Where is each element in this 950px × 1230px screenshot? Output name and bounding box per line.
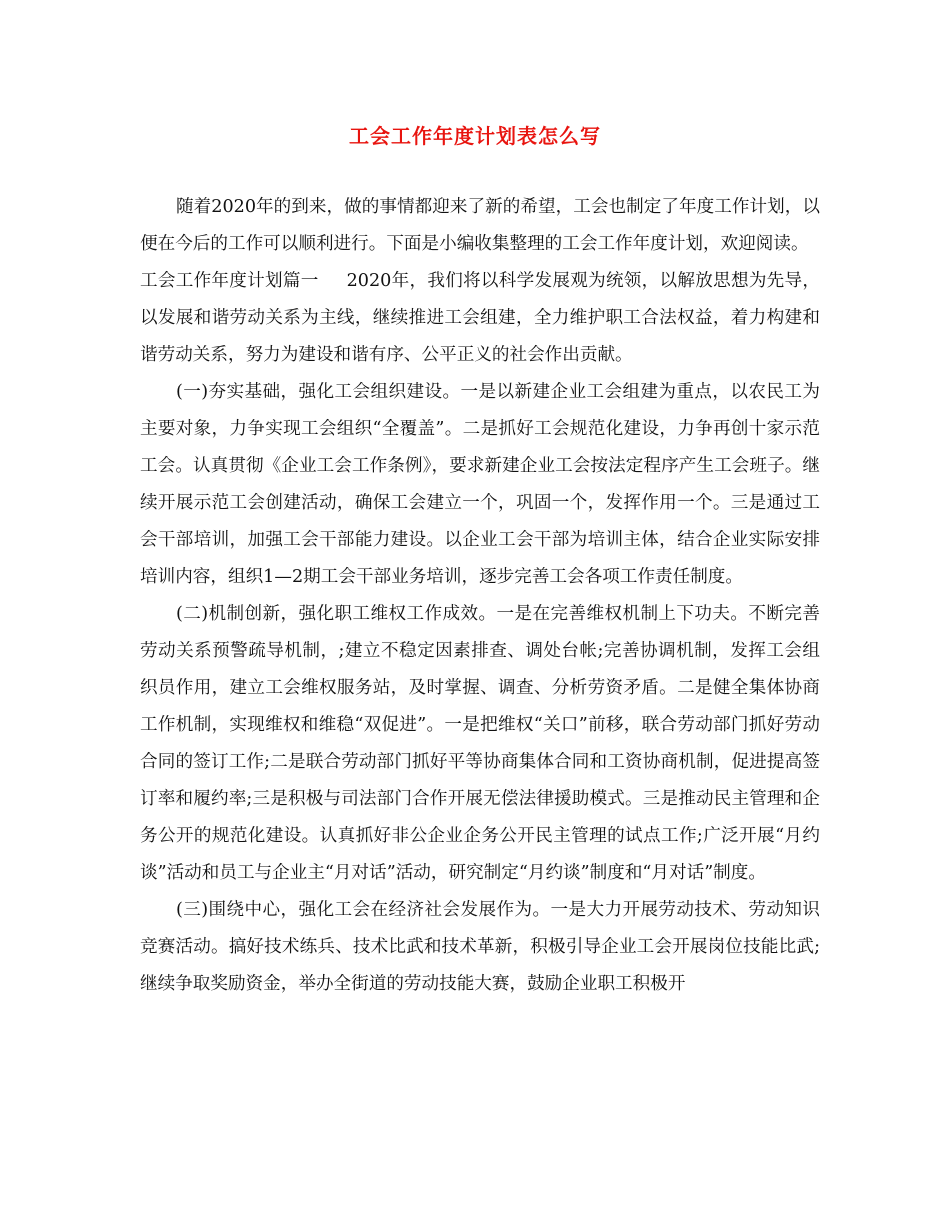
- section-one-paragraph: [140, 263, 820, 374]
- section-label: 工会工作年度计划篇一: [140, 271, 319, 291]
- intro-paragraph: 随着2020年的到来，做的事情都迎来了新的希望，工会也制定了年度工作计划，以便在今后的工作可以顺利进行。下面是小编收集整理的工会工作年度计划，欢迎阅读。: [140, 197, 820, 254]
- document-title: 工会工作年度计划表怎么写: [349, 124, 601, 148]
- section-text: 2020年，我们将以科学发展观为统领，以解放思想为先导，以发展和谐劳动关系为主线，继续推进工会组建，全力维护职工合法权益，着力构建和谐劳动关系，努力为建设和谐有序、公平正义的社会作出贡献。: [140, 271, 820, 365]
- paragraph-three: (三)围绕中心，强化工会在经济社会发展作为。一是大力开展劳动技术、劳动知识竞赛活动。搞好技术练兵、技术比武和技术革新，积极引导企业工会开展岗位技能比武;继续争取奖励资金，举办全街道的劳动技能大赛，鼓励企业职工积极开: [140, 900, 820, 994]
- document-body: [140, 189, 820, 1003]
- paragraph-two: (二)机制创新，强化职工维权工作成效。一是在完善维权机制上下功夫。不断完善劳动关系预警疏导机制，;建立不稳定因素排查、调处台帐;完善协调机制，发挥工会组织员作用，建立工会维权服务站，及时掌握、调查、分析劳资矛盾。二是健全集体协商工作机制，实现维权和维稳“双促进”。一是把维权“关口”前移，联合劳动部门抓好劳动合同的签订工作;二是联合劳动部门抓好平等协商集体合同和工资协商机制，促进提高签订率和履约率;三是积极与司法部门合作开展无偿法律援助模式。三是推动民主管理和企务公开的规范化建设。认真抓好非公企业企务公开民主管理的试点工作;广泛开展“月约谈”活动和员工与企业主“月对话”活动，研究制定“月约谈”制度和“月对话”制度。: [140, 604, 820, 883]
- paragraph-one: (一)夯实基础，强化工会组织建设。一是以新建企业工会组建为重点，以农民工为主要对象，力争实现工会组织“全覆盖”。二是抓好工会规范化建设，力争再创十家示范工会。认真贯彻《企业工会工作条例》，要求新建企业工会按法定程序产生工会班子。继续开展示范工会创建活动，确保工会建立一个，巩固一个，发挥作用一个。三是通过工会干部培训，加强工会干部能力建设。以企业工会干部为培训主体，结合企业实际安排培训内容，组织1—2期工会干部业务培训，逐步完善工会各项工作责任制度。: [140, 382, 820, 587]
